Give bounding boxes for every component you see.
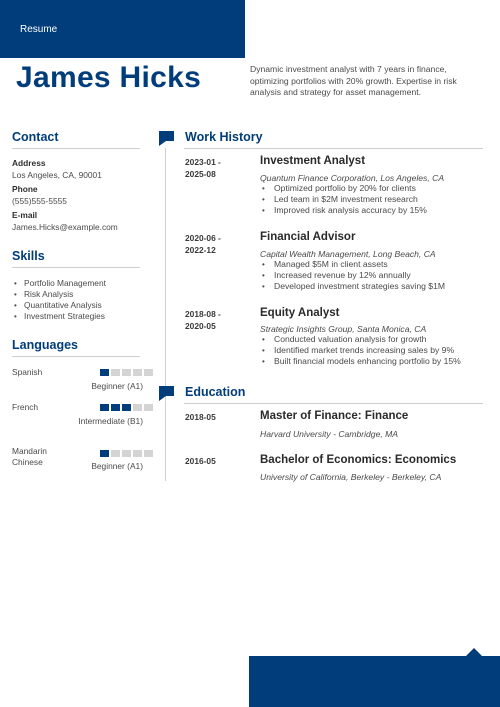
list-item: • Conducted valuation analysis for growth bbox=[262, 334, 427, 344]
work-history-divider bbox=[184, 148, 483, 149]
education-date: 2016-05 bbox=[185, 456, 216, 466]
job-title: Financial Advisor bbox=[260, 231, 356, 243]
level-square bbox=[144, 369, 153, 376]
skill-item: • Risk Analysis bbox=[14, 289, 74, 299]
list-item: • Led team in $2M investment research bbox=[262, 194, 418, 204]
job-dates: 2018-08 - 2020-05 bbox=[185, 309, 221, 331]
education-degree: Master of Finance: Finance bbox=[260, 410, 409, 422]
level-square bbox=[111, 450, 120, 457]
language-name: French bbox=[12, 402, 39, 412]
bullet-icon: • bbox=[14, 312, 17, 321]
header-bar bbox=[0, 0, 245, 58]
level-square bbox=[111, 369, 120, 376]
level-square bbox=[133, 369, 142, 376]
language-name: Spanish bbox=[12, 367, 43, 377]
bullet-icon: • bbox=[14, 279, 17, 288]
job-company: Strategic Insights Group, Santa Monica, CA bbox=[260, 324, 427, 334]
contact-divider bbox=[12, 148, 140, 149]
candidate-name: James Hicks bbox=[16, 61, 202, 94]
language-level-bar bbox=[100, 404, 153, 411]
resume-label: Resume bbox=[20, 24, 58, 35]
email-value[interactable]: James.Hicks@example.com bbox=[12, 222, 118, 232]
language-level-bar bbox=[100, 369, 153, 376]
education-degree: Bachelor of Economics: Economics bbox=[260, 454, 457, 466]
job-dates: 2023-01 - 2025-08 bbox=[185, 157, 221, 179]
languages-title: Languages bbox=[12, 338, 78, 352]
education-divider bbox=[184, 403, 483, 404]
bullet-icon: • bbox=[262, 335, 265, 344]
email-label: E-mail bbox=[12, 210, 38, 220]
list-item: • Managed $5M in client assets bbox=[262, 259, 388, 269]
phone-label: Phone bbox=[12, 184, 38, 194]
list-item: • Identified market trends increasing sales by 9% bbox=[262, 345, 455, 355]
skill-item: • Portfolio Management bbox=[14, 278, 106, 288]
footer-bar bbox=[249, 656, 500, 707]
level-square bbox=[122, 450, 131, 457]
job-bullets bbox=[262, 334, 461, 367]
education-date: 2018-05 bbox=[185, 412, 216, 422]
education-school: Harvard University - Cambridge, MA bbox=[260, 429, 399, 439]
address-label: Address bbox=[12, 158, 46, 168]
job-company: Quantum Finance Corporation, Los Angeles, CA bbox=[260, 173, 445, 183]
job-dates: 2020-06 - 2022-12 bbox=[185, 233, 221, 255]
education-title: Education bbox=[185, 385, 246, 399]
bullet-icon: • bbox=[262, 260, 265, 269]
skill-item: • Investment Strategies bbox=[14, 311, 105, 321]
list-item: • Optimized portfolio by 20% for clients bbox=[262, 183, 416, 193]
bullet-icon: • bbox=[262, 184, 265, 193]
work-history-title: Work History bbox=[185, 130, 263, 144]
skill-item: • Quantitative Analysis bbox=[14, 300, 102, 310]
list-item: • Built financial models enhancing portfolio by 15% bbox=[262, 356, 461, 366]
profile-summary: Dynamic investment analyst with 7 years in finance, optimizing portfolios with 20% growth. Expertise in risk analysis and strategy for asset management. bbox=[250, 64, 457, 97]
level-square bbox=[100, 450, 109, 457]
bullet-icon: • bbox=[262, 271, 265, 280]
section-flag-icon bbox=[159, 386, 174, 401]
education-school: University of California, Berkeley - Berkeley, CA bbox=[260, 472, 442, 482]
language-level: Beginner (A1) bbox=[91, 381, 143, 391]
bullet-icon: • bbox=[262, 282, 265, 291]
level-square bbox=[133, 404, 142, 411]
contact-title: Contact bbox=[12, 130, 59, 144]
bullet-icon: • bbox=[14, 301, 17, 310]
job-bullets bbox=[262, 183, 427, 216]
languages-divider bbox=[12, 356, 140, 357]
address-value: Los Angeles, CA, 90001 bbox=[12, 170, 102, 180]
skills-title: Skills bbox=[12, 249, 45, 263]
level-square bbox=[133, 450, 142, 457]
footer-notch bbox=[466, 648, 482, 656]
phone-value: (555)555-5555 bbox=[12, 196, 67, 206]
bullet-icon: • bbox=[262, 206, 265, 215]
language-level-bar bbox=[100, 450, 153, 457]
level-square bbox=[100, 404, 109, 411]
level-square bbox=[122, 404, 131, 411]
level-square bbox=[144, 450, 153, 457]
job-title: Investment Analyst bbox=[260, 155, 366, 167]
language-name: Mandarin Chinese bbox=[12, 446, 47, 467]
level-square bbox=[111, 404, 120, 411]
level-square bbox=[100, 369, 109, 376]
list-item: • Improved risk analysis accuracy by 15% bbox=[262, 205, 427, 215]
job-title: Equity Analyst bbox=[260, 307, 340, 319]
job-bullets bbox=[262, 259, 445, 292]
list-item: • Increased revenue by 12% annually bbox=[262, 270, 411, 280]
job-company: Capital Wealth Management, Long Beach, CA bbox=[260, 249, 436, 259]
skills-divider bbox=[12, 267, 140, 268]
level-square bbox=[144, 404, 153, 411]
bullet-icon: • bbox=[14, 290, 17, 299]
bullet-icon: • bbox=[262, 357, 265, 366]
level-square bbox=[122, 369, 131, 376]
section-flag-icon bbox=[159, 131, 174, 146]
bullet-icon: • bbox=[262, 195, 265, 204]
bullet-icon: • bbox=[262, 346, 265, 355]
list-item: • Developed investment strategies saving $1M bbox=[262, 281, 446, 291]
language-level: Beginner (A1) bbox=[91, 461, 143, 471]
language-level: Intermediate (B1) bbox=[78, 416, 143, 426]
column-divider bbox=[165, 148, 166, 481]
